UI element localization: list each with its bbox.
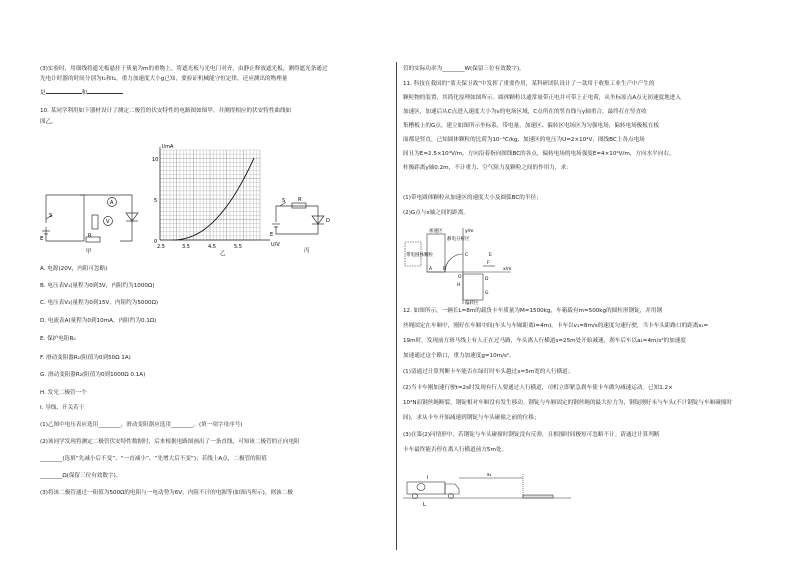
option-h: H. 发光二极管一个 xyxy=(40,390,87,396)
circuit-label: D xyxy=(326,218,330,224)
q10-part2-line2: ________(选填“先减小后不变”、“一直减小”、“先增大后不变”)；若线上A点，二极管的阻值 xyxy=(40,456,267,462)
diagram-label: O xyxy=(458,275,462,280)
resistor-symbol xyxy=(292,203,306,208)
q10-part1: (1)乙图中电压表应选用________，滑动变阻器应选用________。(填一项字母序号) xyxy=(40,422,243,428)
option-g: G. 滑动变阻器R₂(阻值为0到1000Ω 0.1A) xyxy=(40,372,146,378)
q11-part1: (1)带电圆体颗粒从加速区的速度大小及圆弧BC的半径； xyxy=(403,195,542,201)
truck-body xyxy=(407,482,445,494)
graph-y-label: I/mA xyxy=(162,144,174,150)
circuit-label: S xyxy=(49,213,53,219)
right-column xyxy=(403,0,755,562)
q9-part3-line2: 光电计时器的时间分别为t₁和t₂，重力加速度大小g已知，要验证机械能守恒定律，还应测出的物理量 xyxy=(40,76,288,82)
q11-part2: (2)G点与x轴之间的距离。 xyxy=(403,210,469,216)
circuit-label: E xyxy=(270,232,274,238)
q12-stem-line1: 12. 如图所示，一辆长L=8m的载货卡车质量为M=1500kg，车箱载有m=500kg的圆柱形钢锭，并用钢 xyxy=(403,308,663,314)
q12-part2-line1: (2)当卡车刚加速行驶t=2s时发现有行人要通过人行横道，司机立即紧急刹车使卡车做匀减速运动。已知1.2× xyxy=(403,385,673,391)
q10-stem-line1: 10. 某同学利用如下器材设计了测定二极管的伏安特性的电路图如图甲，并测得相应的伏安特性曲线如 xyxy=(40,108,292,114)
figure-caption: 乙 xyxy=(220,251,226,257)
diagram-label: A xyxy=(429,267,433,272)
diagram-label: E xyxy=(489,253,492,258)
circuit-diagram-bing xyxy=(270,197,350,254)
q11-stem-line4: 集槽板上的G点。建立如图所示坐标系，带电量，加速区、偏转区电场区为匀强电场，偏转电场极板在板 xyxy=(403,123,660,129)
figure-caption: 丙 xyxy=(304,248,310,254)
q12-part3-line1: (3)在第(2)问情形中，若钢锭与车头碰撞时钢锭没有反弹，且相撞时间极短可忽略不计。请通过计算判断 xyxy=(403,432,660,438)
q12-part3-line2: 卡车最终能否停在离人行横道前方5m处。 xyxy=(403,447,508,453)
steel-ingot xyxy=(417,484,425,491)
q11-stem-line1: 11. 科技在我国的“蓝天保卫战”中发挥了重要作用，某科研团队设计了一款用于收集工业生产中产生的 xyxy=(403,81,655,87)
diagram-label: x/m xyxy=(503,267,512,272)
column-divider xyxy=(396,62,397,550)
q10-part3: (3)将该二极管通过一阻值为500Ω的电阻与一电动势为6V，内阻不计的电源等(如图丙所示)，则该二极 xyxy=(40,490,293,496)
q9-part3-line1: (3)实验时，用细线将遮光板悬挂于质量为m的重物上，将遮光板与光电门对齐，由静止释放遮光板，测得遮光条通过 xyxy=(40,66,328,72)
q12-stem-line2: 丝绳固定在车厢中，刚好在车厢中间(车头与车厢距离l=4m)。卡车以v₁=8m/s的速度匀速行驶，当卡车头距路口的距离s₁= xyxy=(403,323,709,329)
diagram-label: s₁ xyxy=(487,472,492,478)
diagram-label: 加速区 xyxy=(429,229,443,234)
x-tick-label: 5.5 xyxy=(234,244,242,250)
diagram-label: D xyxy=(485,277,489,282)
deflection-zone xyxy=(463,274,483,300)
circuit-label: R xyxy=(88,233,92,239)
arc-bc xyxy=(445,254,463,272)
x-tick-label: 2.5 xyxy=(157,244,165,250)
q12-stem-line4: 加速通过这个路口，重力加速度g=10m/s²。 xyxy=(403,353,515,359)
circuit-label: V xyxy=(106,219,110,225)
diagram-label: 带电圆体颗粒 xyxy=(406,253,433,258)
circuit-label: S xyxy=(282,198,286,204)
q10-part2-line3: ________Ω(保留三位有效数字)。 xyxy=(40,473,122,479)
q12-stem-line3: 19m时，发现前方斑马线上有人正在过马路，车头离人行横道s=25m处开始减速，刹车后车以a₁=4m/s²的加速度 xyxy=(403,338,686,344)
graph-x-label: U/V xyxy=(271,242,280,248)
diagram-label: C xyxy=(465,253,469,258)
iv-characteristic-graph xyxy=(150,145,290,255)
q11-stem-line2: 颗粒物的装置，其简化原理如图所示。圆体颗粒以通常量带正电并可带上正电荷，从坐标原点A点无初速度地进入 xyxy=(403,95,681,101)
q10-part3-continued: 管的实际功率为________W(保留三位有效数字)。 xyxy=(403,66,525,72)
q11-stem-line5: 面都是竖直，已知圆体颗粒的比荷为10⁻⁵C/kg，加速区的电压为U=2×10⁴V，图线BC上各点电场 xyxy=(403,137,645,143)
circuit-diagram-jia xyxy=(40,185,140,255)
diagram-label: 偏转区 xyxy=(465,301,479,306)
diagram-label: B xyxy=(443,267,447,272)
answer-blank[interactable] xyxy=(87,87,123,94)
q10-part2-line1: (2)该同学发现将测定二极管伏安特性数据时，后来根据电路图画出了一条直线，可知该二极管的正向电阻 xyxy=(40,439,300,445)
left-column xyxy=(40,0,390,562)
option-f: F. 滑动变阻器R₁(阻值为0到50Ω 1A) xyxy=(40,355,131,361)
q11-stem-line6: 间且为E=2.5×10⁴V/m，方向沿着指向图线BC的各点，偏转电场的电场强度E=4×10⁴V/m，方向水平向右， xyxy=(403,151,675,157)
option-d: D. 电流表A(量程为0到10mA，内阻约为0.1Ω) xyxy=(40,318,157,324)
circuit-label: R xyxy=(298,197,302,203)
option-c: C. 电压表V₂(量程为0到15V，内阻约为5000Ω) xyxy=(40,300,159,306)
y-tick-label: 5 xyxy=(154,198,158,204)
option-a: A. 电源(20V，内阻可忽略) xyxy=(40,266,108,272)
option-i: I. 导线、开关若干 xyxy=(40,405,85,411)
diagram-label: L xyxy=(423,502,426,508)
x-tick-label: 3.5 xyxy=(182,244,190,250)
diagram-label: 静电分析区 xyxy=(447,237,470,242)
truck-road-diagram xyxy=(403,468,573,508)
y-tick-label: 10 xyxy=(152,157,159,163)
truck-cab xyxy=(445,484,459,494)
diagram-label: G xyxy=(485,291,489,296)
diagram-label: y/m xyxy=(465,229,474,234)
resistor-symbol xyxy=(92,215,98,229)
q10-stem-line2: 图乙。 xyxy=(40,119,57,125)
q11-stem-line3: 加速区，加速后从C点进入速度大小为v的电场区域，C点所在的竖直线与y轴重合，最终打在竖直收 xyxy=(403,109,647,115)
q12-part2-line2: 10⁴N而钢丝绳断裂，钢锭相对车厢没有发生移动。钢锭与车厢固定的钢丝绳的最大拉力为，钢锭刚好未与车头(不计钢锭与车厢碰撞时 xyxy=(403,400,732,406)
crosswalk xyxy=(523,495,553,498)
x-tick-label: 4.5 xyxy=(208,244,216,250)
option-e: E. 保护电阻R₀ xyxy=(40,336,76,342)
diagram-label: l xyxy=(427,475,429,481)
diagram-label: H xyxy=(457,283,461,288)
q11-stem-line7: 柱极距离y轴0.2m，不计重力、空气阻力及颗粒之间的作用力，求： xyxy=(403,165,572,171)
diagram-label: F xyxy=(487,261,490,266)
circuit-label: E xyxy=(40,236,44,242)
q9-part3-line3: 是 和 xyxy=(40,87,123,97)
circuit-label: A xyxy=(110,200,114,206)
option-b: B. 电压表V₁(量程为0到3V，内阻约为1000Ω) xyxy=(40,283,155,289)
answer-blank[interactable] xyxy=(46,87,82,94)
figure-caption: 甲 xyxy=(86,249,92,255)
y-tick-label: 0 xyxy=(154,239,158,245)
q12-part1: (1)请通过计算判断卡车能否在绿灯时车头越过x=5m宽的人行横道； xyxy=(403,369,574,375)
particle-separator-diagram xyxy=(403,226,523,306)
q12-part2-line3: 间)，求从卡车开始减速到钢锭与车头碰撞之前的位移； xyxy=(403,415,540,421)
